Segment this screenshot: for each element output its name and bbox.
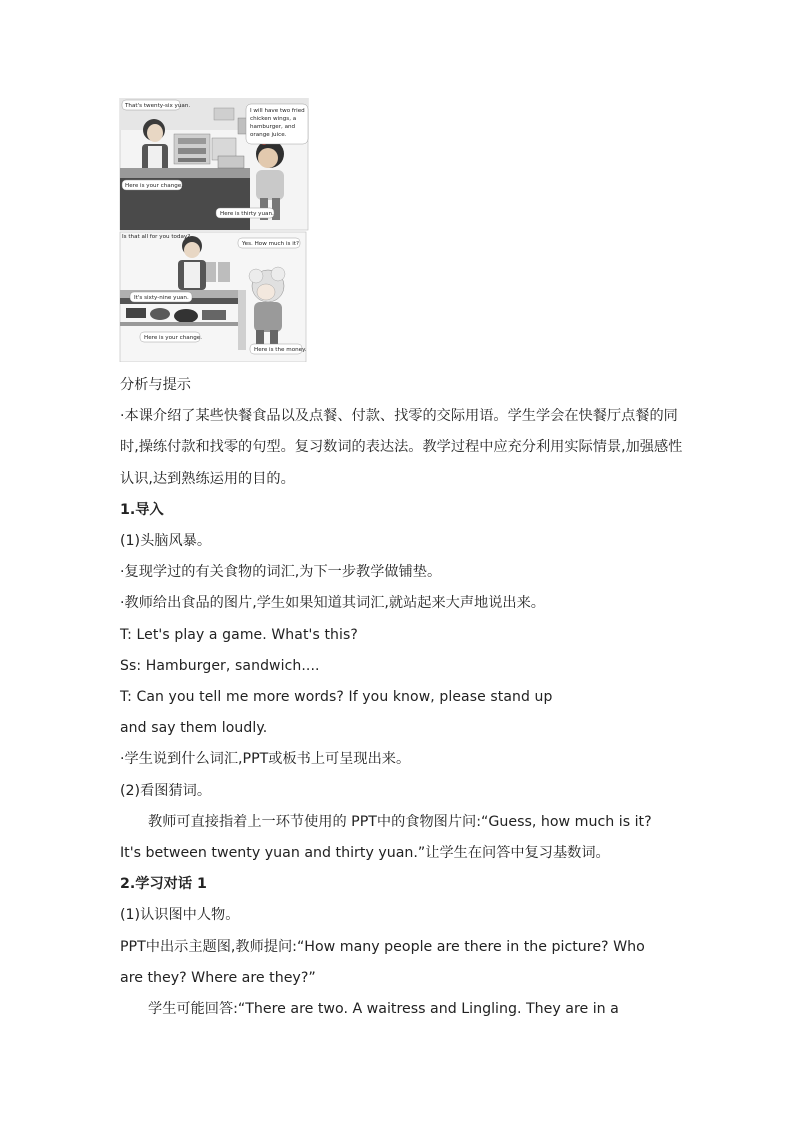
section-2-subtitle-1: (1)认识图中人物。 bbox=[120, 907, 240, 924]
bubble-order-line-3: hamburger, and bbox=[250, 124, 296, 130]
section-1-bullet-3: ·学生说到什么词汇,PPT或板书上可呈现出来。 bbox=[120, 751, 411, 768]
dialog-line-4: and say them loudly. bbox=[120, 720, 268, 737]
dialog-line-3: T: Can you tell me more words? If you know, please stand up bbox=[120, 689, 553, 706]
bubble-is-that-all: Is that all for you today? bbox=[122, 234, 191, 240]
dialog-line-2: Ss: Hamburger, sandwich.... bbox=[120, 657, 320, 674]
panel-2 bbox=[120, 232, 307, 362]
bubble-cashier-price: That's twenty-six yuan. bbox=[125, 103, 191, 109]
section-1-subtitle-2: (2)看图猜词。 bbox=[120, 782, 212, 799]
ppt-paragraph-line-2: are they? Where are they?” bbox=[120, 969, 316, 986]
panel-1 bbox=[120, 98, 308, 230]
guess-paragraph-line-1: 教师可直接指着上一环节使用的 PPT中的食物图片问:“Guess, how much is it? bbox=[148, 813, 652, 830]
guess-paragraph-line-2: It's between twenty yuan and thirty yuan.”让学生在问答中复习基数词。 bbox=[120, 845, 610, 862]
lesson-illustration bbox=[118, 98, 314, 362]
section-2-title: 2.学习对话 1 bbox=[120, 876, 207, 893]
section-1-subtitle-1: (1)头脑风暴。 bbox=[120, 533, 212, 550]
analysis-title: 分析与提示 bbox=[120, 377, 191, 393]
section-1-title: 1.导入 bbox=[120, 501, 164, 518]
lesson-text bbox=[120, 370, 683, 1025]
bubble-order-line-1: I will have two fried bbox=[250, 108, 305, 114]
bubble-order-line-2: chicken wings, a bbox=[250, 116, 297, 122]
bubble-pay-1: Here is thirty yuan. bbox=[220, 211, 274, 217]
section-1-bullet-2: ·教师给出食品的图片,学生如果知道其词汇,就站起来大声地说出来。 bbox=[120, 595, 545, 612]
ppt-paragraph-line-1: PPT中出示主题图,教师提问:“How many people are there in the picture? Who bbox=[120, 938, 645, 955]
bubble-order-line-4: orange juice. bbox=[250, 132, 287, 138]
bubble-the-money: Here is the money. bbox=[254, 347, 307, 353]
analysis-paragraph-line-3: 认识,达到熟练运用的目的。 bbox=[120, 470, 295, 487]
dialog-line-1: T: Let's play a game. What's this? bbox=[120, 626, 358, 643]
bubble-sixty-nine: It's sixty-nine yuan. bbox=[134, 295, 189, 301]
analysis-paragraph-line-2: 时,操练付款和找零的句型。复习数词的表达法。教学过程中应充分利用实际情景,加强感性 bbox=[120, 439, 683, 456]
analysis-paragraph-line-1: ·本课介绍了某些快餐食品以及点餐、付款、找零的交际用语。学生学会在快餐厅点餐的同 bbox=[120, 408, 678, 425]
fast-food-scene bbox=[118, 98, 314, 362]
answer-paragraph-line-1: 学生可能回答:“There are two. A waitress and Lingling. They are in a bbox=[148, 1001, 619, 1018]
bubble-how-much: Yes. How much is it? bbox=[242, 241, 299, 247]
bubble-change-1: Here is your change. bbox=[125, 183, 184, 189]
bubble-change-2: Here is your change. bbox=[144, 335, 203, 341]
section-1-bullet-1: ·复现学过的有关食物的词汇,为下一步教学做铺垫。 bbox=[120, 564, 442, 581]
